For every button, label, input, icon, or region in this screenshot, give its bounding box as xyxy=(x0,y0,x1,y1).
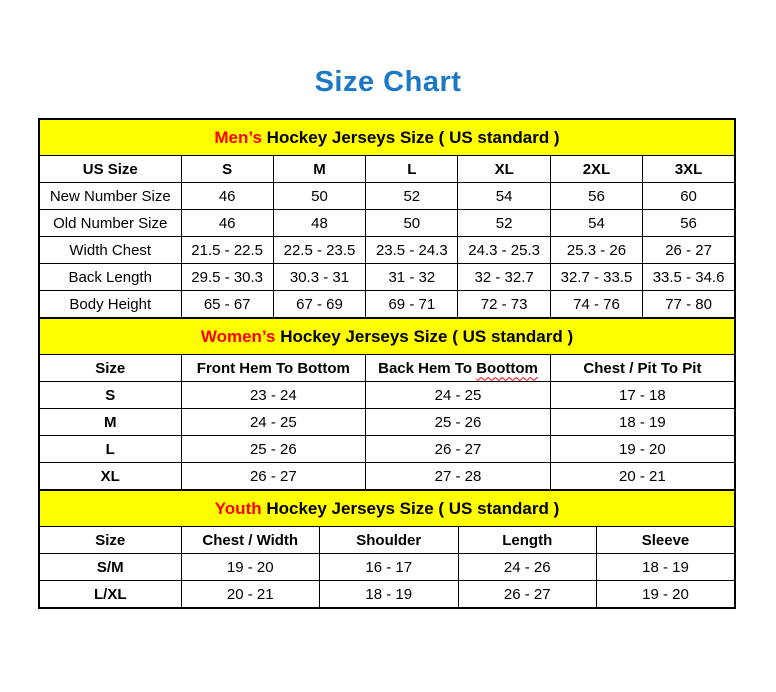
column-header: Front Hem To Bottom xyxy=(181,355,366,382)
table-row xyxy=(39,409,735,436)
youth-section-banner xyxy=(39,490,735,527)
cell-value: 72 - 73 xyxy=(458,291,550,319)
cell-value: 24 - 26 xyxy=(458,554,597,581)
column-header: Size xyxy=(39,527,181,554)
womens-size-table xyxy=(38,317,736,491)
table-row xyxy=(39,264,735,291)
row-label: S xyxy=(39,382,181,409)
size-tables-container xyxy=(38,118,736,609)
cell-value: 50 xyxy=(273,183,365,210)
cell-value: 19 - 20 xyxy=(181,554,320,581)
cell-value: 20 - 21 xyxy=(181,581,320,609)
cell-value: 25 - 26 xyxy=(366,409,551,436)
cell-value: 56 xyxy=(643,210,735,237)
column-header: Sleeve xyxy=(597,527,736,554)
column-header: Shoulder xyxy=(320,527,459,554)
column-header: L xyxy=(366,156,458,183)
youth-column-header-row xyxy=(39,527,735,554)
cell-value: 60 xyxy=(643,183,735,210)
table-row xyxy=(39,382,735,409)
cell-value: 32 - 32.7 xyxy=(458,264,550,291)
row-label: L xyxy=(39,436,181,463)
row-label: L/XL xyxy=(39,581,181,609)
mens-section-rest: Hockey Jerseys Size ( US standard ) xyxy=(266,127,560,147)
cell-value: 67 - 69 xyxy=(273,291,365,319)
cell-value: 20 - 21 xyxy=(550,463,735,491)
cell-value: 56 xyxy=(550,183,642,210)
cell-value: 29.5 - 30.3 xyxy=(181,264,273,291)
cell-value: 24.3 - 25.3 xyxy=(458,237,550,264)
youth-section-rest: Hockey Jerseys Size ( US standard ) xyxy=(266,498,560,518)
cell-value: 17 - 18 xyxy=(550,382,735,409)
cell-value: 18 - 19 xyxy=(597,554,736,581)
column-header: S xyxy=(181,156,273,183)
cell-value: 27 - 28 xyxy=(366,463,551,491)
table-row xyxy=(39,463,735,491)
cell-value: 24 - 25 xyxy=(181,409,366,436)
cell-value: 18 - 19 xyxy=(550,409,735,436)
womens-section-banner xyxy=(39,318,735,355)
womens-column-header-row xyxy=(39,355,735,382)
back-hem-prefix: Back Hem To xyxy=(378,359,473,377)
cell-value: 48 xyxy=(273,210,365,237)
cell-value: 18 - 19 xyxy=(320,581,459,609)
cell-value: 31 - 32 xyxy=(366,264,458,291)
womens-section-rest: Hockey Jerseys Size ( US standard ) xyxy=(280,326,574,346)
womens-section-accent: Women’s xyxy=(200,326,276,346)
cell-value: 54 xyxy=(458,183,550,210)
column-header: Size xyxy=(39,355,181,382)
cell-value: 26 - 27 xyxy=(181,463,366,491)
spellcheck-squiggle-word: Boottom xyxy=(476,359,538,377)
table-row xyxy=(39,237,735,264)
table-row xyxy=(39,554,735,581)
column-header: XL xyxy=(458,156,550,183)
mens-section-accent: Men’s xyxy=(214,127,262,147)
table-row xyxy=(39,291,735,319)
cell-value: 26 - 27 xyxy=(366,436,551,463)
row-label: Old Number Size xyxy=(39,210,181,237)
cell-value: 52 xyxy=(366,183,458,210)
cell-value: 23.5 - 24.3 xyxy=(366,237,458,264)
cell-value: 50 xyxy=(366,210,458,237)
column-header: US Size xyxy=(39,156,181,183)
column-header: Chest / Pit To Pit xyxy=(550,355,735,382)
column-header: Length xyxy=(458,527,597,554)
cell-value: 26 - 27 xyxy=(458,581,597,609)
cell-value: 25 - 26 xyxy=(181,436,366,463)
column-header: 2XL xyxy=(550,156,642,183)
column-header-misspelled xyxy=(366,355,551,382)
row-label: XL xyxy=(39,463,181,491)
row-label: New Number Size xyxy=(39,183,181,210)
youth-size-table xyxy=(38,489,736,609)
cell-value: 46 xyxy=(181,210,273,237)
cell-value: 21.5 - 22.5 xyxy=(181,237,273,264)
youth-section-accent: Youth xyxy=(214,498,262,518)
cell-value: 65 - 67 xyxy=(181,291,273,319)
cell-value: 23 - 24 xyxy=(181,382,366,409)
cell-value: 33.5 - 34.6 xyxy=(643,264,735,291)
mens-section-banner xyxy=(39,119,735,156)
cell-value: 77 - 80 xyxy=(643,291,735,319)
cell-value: 69 - 71 xyxy=(366,291,458,319)
mens-size-table xyxy=(38,118,736,319)
cell-value: 25.3 - 26 xyxy=(550,237,642,264)
column-header: 3XL xyxy=(643,156,735,183)
cell-value: 52 xyxy=(458,210,550,237)
table-row xyxy=(39,183,735,210)
cell-value: 54 xyxy=(550,210,642,237)
row-label: S/M xyxy=(39,554,181,581)
column-header: M xyxy=(273,156,365,183)
cell-value: 46 xyxy=(181,183,273,210)
cell-value: 19 - 20 xyxy=(597,581,736,609)
row-label: Width Chest xyxy=(39,237,181,264)
page-title: Size Chart xyxy=(314,66,462,98)
table-row xyxy=(39,210,735,237)
row-label: Back Length xyxy=(39,264,181,291)
cell-value: 74 - 76 xyxy=(550,291,642,319)
mens-section-title xyxy=(39,119,735,156)
cell-value: 24 - 25 xyxy=(366,382,551,409)
cell-value: 16 - 17 xyxy=(320,554,459,581)
mens-column-header-row xyxy=(39,156,735,183)
table-row xyxy=(39,436,735,463)
table-row xyxy=(39,581,735,609)
cell-value: 22.5 - 23.5 xyxy=(273,237,365,264)
cell-value: 30.3 - 31 xyxy=(273,264,365,291)
womens-section-title xyxy=(39,318,735,355)
column-header: Chest / Width xyxy=(181,527,320,554)
youth-section-title xyxy=(39,490,735,527)
row-label: M xyxy=(39,409,181,436)
cell-value: 19 - 20 xyxy=(550,436,735,463)
row-label: Body Height xyxy=(39,291,181,319)
cell-value: 26 - 27 xyxy=(643,237,735,264)
cell-value: 32.7 - 33.5 xyxy=(550,264,642,291)
